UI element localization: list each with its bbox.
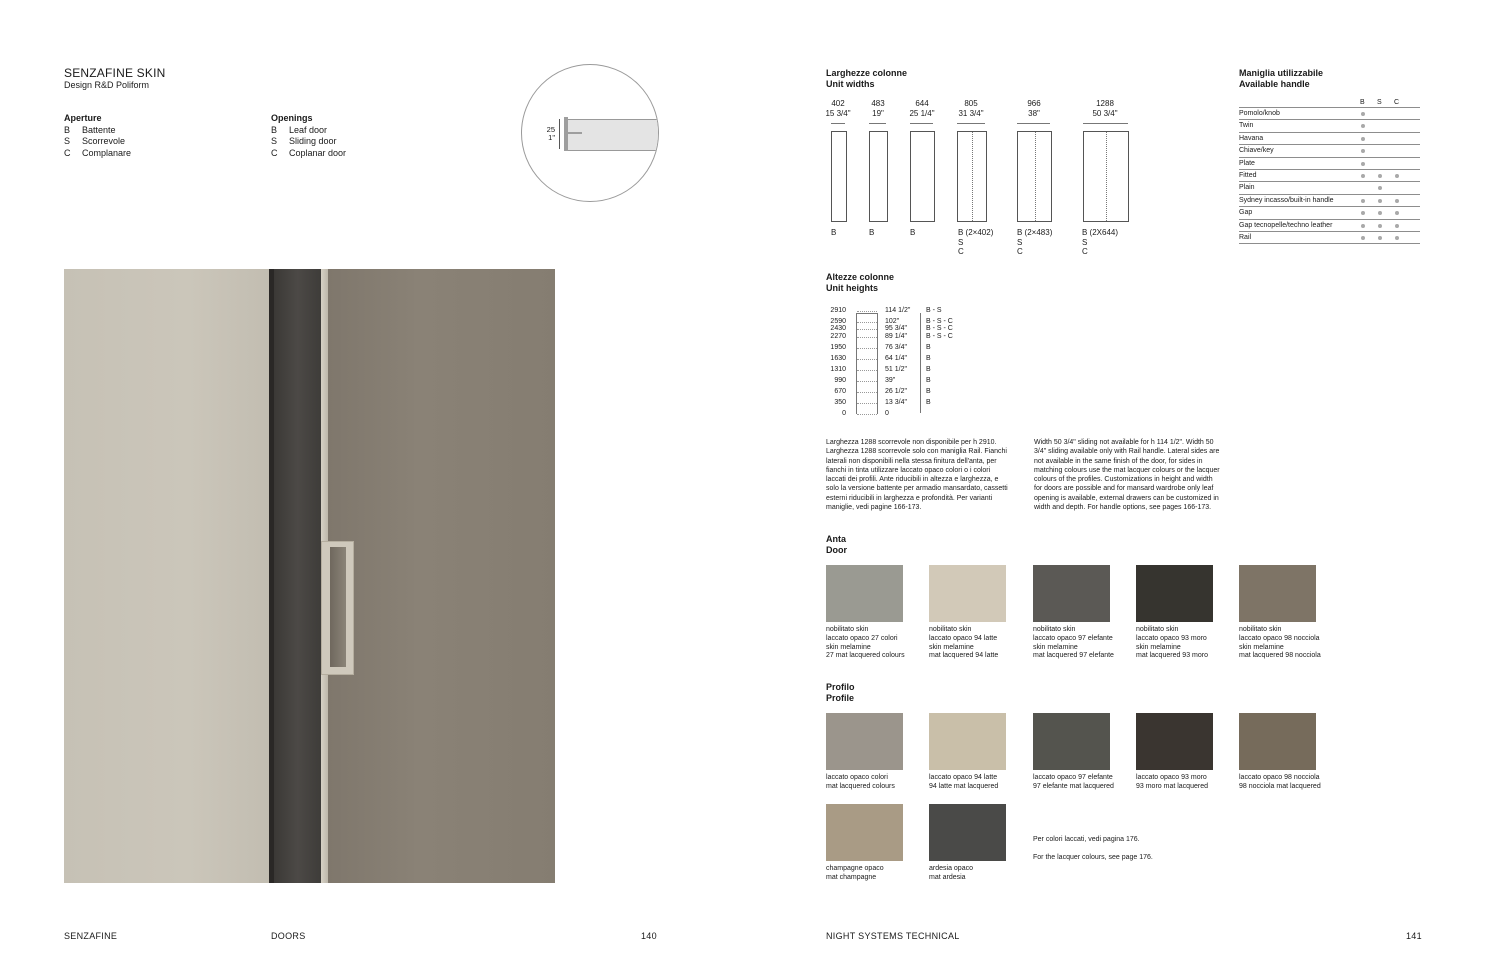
height-guide-line (857, 392, 877, 393)
finish-swatch (826, 565, 903, 622)
finish-caption-line: laccato opaco 94 latte (929, 634, 998, 642)
availability-dot-icon (1378, 224, 1382, 228)
availability-dot-icon (1361, 112, 1365, 116)
finish-caption-line: nobilitato skin (929, 626, 972, 633)
availability-dot-icon (1361, 199, 1365, 203)
height-mm: 990 (834, 377, 846, 384)
height-guide-line (857, 403, 877, 404)
finish-caption-line: nobilitato skin (1033, 626, 1076, 633)
availability-dot-icon (1361, 236, 1365, 240)
width-opening-code: S (1017, 237, 1023, 247)
width-opening-code: B (831, 228, 837, 237)
availability-dot-icon (1361, 224, 1365, 228)
handle-name: Plate (1239, 159, 1255, 167)
lacquer-note-it: Per colori laccati, vedi pagina 176. (1033, 836, 1140, 843)
height-openings: B (926, 355, 931, 362)
availability-dot-icon (1378, 199, 1382, 203)
height-mm: 1310 (830, 366, 846, 373)
handles-col-header: B (1360, 99, 1365, 106)
width-indicator (957, 123, 985, 124)
finish-caption-line: 93 moro mat lacquered (1136, 782, 1208, 790)
height-in: 95 3/4" (885, 325, 907, 332)
finish-caption-line: mat lacquered 94 latte (929, 652, 999, 660)
finish-caption-line: 27 mat lacquered colours (826, 652, 905, 660)
finish-swatch (1033, 565, 1110, 622)
finish-caption-line: laccato opaco colori (826, 774, 888, 781)
height-in: 26 1/2" (885, 388, 907, 395)
width-in: 25 1/4" (909, 108, 935, 118)
width-in: 50 3/4" (1092, 108, 1118, 118)
opening-code: B (64, 124, 71, 135)
width-in: 38" (1028, 108, 1040, 118)
product-title: SENZAFINE SKIN (64, 66, 166, 80)
handle-name: Havana (1239, 134, 1264, 142)
finish-caption (1033, 774, 1133, 792)
finish-caption (929, 774, 1029, 792)
opening-label: Leaf door (289, 124, 328, 135)
finish-caption-line: ardesia opaco (929, 865, 973, 872)
availability-dot-icon (1395, 224, 1399, 228)
openings-it-item (64, 125, 131, 137)
finish-caption (929, 865, 1029, 883)
opening-code: S (271, 136, 278, 146)
handles-table-header (1239, 97, 1420, 108)
handle-row (1239, 182, 1420, 194)
door-finishes-heading-it: Anta (826, 534, 846, 544)
height-guide-line (857, 414, 877, 415)
width-mm: 966 (1027, 99, 1041, 108)
availability-dot-icon (1361, 149, 1365, 153)
width-dimension (1088, 99, 1122, 118)
finish-swatch (929, 713, 1006, 770)
dimension-line (559, 119, 560, 149)
finish-caption-line: laccato opaco 98 nocciola (1239, 774, 1320, 781)
finish-caption-line: laccato opaco 98 nocciola (1239, 634, 1320, 642)
availability-dot-icon (1378, 186, 1382, 190)
finish-caption-line: champagne opaco (826, 865, 884, 872)
height-openings-bracket (920, 313, 921, 413)
finish-caption-line: 94 latte mat lacquered (929, 782, 999, 790)
height-in: 13 3/4" (885, 399, 907, 406)
opening-label: Coplanar door (289, 147, 347, 158)
height-openings: B (926, 388, 931, 395)
heights-heading-en: Unit heights (826, 283, 878, 293)
availability-dot-icon (1378, 174, 1382, 178)
height-openings: B - S - C (926, 318, 953, 325)
height-in: 114 1/2" (885, 307, 911, 314)
width-opening-code: C (1017, 247, 1023, 256)
lacquer-note-en: For the lacquer colours, see page 176. (1033, 854, 1153, 861)
handle-row (1239, 108, 1420, 120)
finish-caption (826, 865, 926, 883)
height-openings: B (926, 344, 931, 351)
width-mm: 1288 (1096, 99, 1114, 108)
height-in: 102" (885, 318, 900, 325)
finish-swatch (1239, 713, 1316, 770)
height-in: 0 (885, 410, 889, 417)
unit-width-box (831, 131, 847, 222)
handle-row (1239, 133, 1420, 145)
height-guide-line (857, 329, 877, 330)
finish-caption-line: mat lacquered 97 elefante (1033, 652, 1114, 660)
openings-it-item (64, 148, 131, 160)
width-opening-code: B (2X644) (1082, 228, 1119, 237)
openings-en-item (271, 148, 346, 160)
door-panel-right (328, 269, 555, 883)
width-openings (831, 228, 836, 238)
handles-table-body (1239, 108, 1420, 244)
handles-col-header: C (1394, 99, 1400, 106)
handle-name: Twin (1239, 122, 1254, 130)
handles-heading (1239, 68, 1323, 90)
finish-caption-line: mat lacquered 93 moro (1136, 652, 1208, 660)
width-dimension (907, 99, 937, 118)
height-in: 64 1/4" (885, 355, 907, 362)
footer-left-label: SENZAFINE (64, 931, 118, 941)
footer-right-label: NIGHT SYSTEMS TECHNICAL (826, 931, 960, 941)
handles-heading-it: Maniglia utilizzabile (1239, 68, 1324, 78)
finish-caption-line: 98 nocciola mat lacquered (1239, 782, 1321, 790)
opening-label: Sliding door (289, 136, 337, 146)
width-mm: 644 (915, 99, 929, 108)
height-openings: B - S - C (926, 325, 953, 332)
width-dimension (1019, 99, 1049, 118)
opening-label: Battente (82, 124, 116, 135)
finish-caption (826, 774, 926, 792)
width-opening-code: B (869, 228, 875, 237)
handle-name: Sydney incasso/built-in handle (1239, 196, 1334, 204)
finish-caption-line: mat ardesia (929, 873, 966, 881)
width-indicator (1017, 123, 1050, 124)
handle-row (1239, 158, 1420, 170)
finish-caption-line: nobilitato skin (826, 626, 869, 633)
openings-it-item (64, 136, 131, 148)
page-number-right: 141 (1406, 931, 1422, 941)
product-designer: Design R&D Poliform (64, 80, 150, 90)
height-in: 39" (885, 377, 896, 384)
height-mm: 2430 (830, 325, 846, 332)
availability-dot-icon (1361, 137, 1365, 141)
unit-width-box (1083, 131, 1129, 222)
dimension-label (540, 126, 555, 142)
finish-swatch (826, 804, 903, 861)
handle-name: Rail (1239, 233, 1252, 241)
unit-split-line (1035, 132, 1036, 221)
width-opening-code: C (1082, 247, 1088, 256)
opening-label: Scorrevole (82, 136, 126, 146)
handle-row (1239, 232, 1420, 244)
finish-caption-line: laccato opaco 94 latte (929, 774, 998, 781)
height-mm: 2910 (830, 307, 846, 314)
handle-name: Chiave/key (1239, 147, 1274, 155)
handle-name: Gap (1239, 209, 1253, 217)
page-number-left: 140 (641, 931, 657, 941)
handle-name: Fitted (1239, 171, 1257, 179)
openings-en-list (271, 113, 346, 159)
handle-name: Pomolo/knob (1239, 110, 1280, 117)
handles-col-header: S (1377, 99, 1382, 106)
door-panel-section (565, 119, 658, 151)
openings-it-list (64, 113, 131, 159)
availability-dot-icon (1361, 211, 1365, 215)
profile-finishes-heading-it: Profilo (826, 682, 855, 692)
height-in: 89 1/4" (885, 333, 907, 340)
handle-row (1239, 195, 1420, 207)
availability-dot-icon (1395, 174, 1399, 178)
height-guide-line (857, 359, 877, 360)
openings-it-heading: Aperture (64, 113, 102, 123)
finish-caption (1033, 626, 1133, 661)
unit-width-box (1017, 131, 1052, 222)
availability-dot-icon (1361, 174, 1365, 178)
finish-caption (929, 626, 1029, 661)
height-openings: B (926, 366, 931, 373)
height-guide-line (857, 348, 877, 349)
recessed-handle-icon (330, 547, 346, 667)
profile-section (564, 117, 568, 151)
finish-caption-line: skin melamine (1239, 643, 1284, 651)
availability-dot-icon (1378, 236, 1382, 240)
finish-caption-line: skin melamine (1136, 643, 1181, 651)
heights-heading (826, 272, 894, 294)
width-openings (1017, 228, 1052, 257)
openings-en-item (271, 125, 346, 137)
height-openings: B - S (926, 307, 942, 314)
finish-caption (1136, 774, 1236, 792)
width-openings (869, 228, 874, 238)
finish-caption-line: nobilitato skin (1136, 626, 1179, 633)
handle-name: Plain (1239, 184, 1255, 192)
handles-table (1239, 97, 1420, 244)
width-dimension (953, 99, 989, 118)
availability-dot-icon (1395, 236, 1399, 240)
openings-en-heading: Openings (271, 113, 313, 123)
width-dimension (823, 99, 853, 118)
handle-row (1239, 145, 1420, 157)
profile-fin (568, 132, 582, 134)
finish-swatch (1136, 713, 1213, 770)
availability-dot-icon (1378, 211, 1382, 215)
height-mm: 350 (834, 399, 846, 406)
finish-caption (1239, 626, 1339, 661)
finish-caption-line: mat lacquered 98 nocciola (1239, 652, 1321, 660)
opening-label: Complanare (82, 147, 132, 158)
finish-caption-line: skin melamine (826, 643, 871, 651)
heights-heading-it: Altezze colonne (826, 272, 895, 282)
height-in: 76 3/4" (885, 344, 907, 351)
width-openings (1082, 228, 1118, 257)
unit-split-line (1106, 132, 1107, 221)
finish-swatch (929, 804, 1006, 861)
finish-swatch (1239, 565, 1316, 622)
unit-split-line (972, 132, 973, 221)
height-mm: 1950 (830, 344, 846, 351)
finish-caption-line: laccato opaco 27 colori (826, 634, 898, 642)
opening-code: C (271, 147, 278, 158)
dimension-mm: 25 (546, 125, 555, 134)
handle-row (1239, 220, 1420, 232)
height-mm: 670 (834, 388, 846, 395)
width-indicator (1083, 123, 1128, 124)
finish-caption-line: laccato opaco 93 moro (1136, 774, 1207, 781)
width-opening-code: B (2×483) (1017, 228, 1053, 237)
widths-heading (826, 68, 907, 90)
width-in: 19" (872, 108, 884, 118)
finish-caption (1239, 774, 1339, 792)
height-in: 51 1/2" (885, 366, 907, 373)
height-openings: B - S - C (926, 333, 953, 340)
handle-row (1239, 207, 1420, 219)
finish-caption-line: 97 elefante mat lacquered (1033, 782, 1114, 790)
finish-caption-line: mat lacquered colours (826, 782, 895, 790)
width-opening-code: B (910, 228, 916, 237)
height-guide-line (857, 337, 877, 338)
height-mm: 2270 (830, 333, 846, 340)
opening-code: C (64, 147, 71, 158)
notes-it: Larghezza 1288 scorrevole non disponibile per h 2910. Larghezza 1288 scorrevole solo con maniglia Rail. Fianchi laterali non disponibili nella stessa finitura dell'anta, per fianchi in tinta utilizzare laccato opaco colori o i colori laccati dei profili. Ante riducibili in altezza e larghezza, e solo la versione battente per armadio mansardato, cassetti esterni riducibili in larghezza e profondità. Per varianti maniglie, vedi pagine 166-173. (826, 439, 1008, 512)
width-opening-code: S (958, 237, 964, 247)
width-opening-code: S (1082, 237, 1088, 247)
unit-width-box (869, 131, 888, 222)
dimension-in: 1" (548, 133, 555, 142)
height-mm: 1630 (830, 355, 846, 362)
finish-caption-line: laccato opaco 97 elefante (1033, 774, 1113, 781)
door-panel-left (64, 269, 270, 883)
widths-heading-it: Larghezze colonne (826, 68, 908, 78)
door-finishes-heading-en: Door (826, 545, 847, 555)
width-indicator (910, 123, 933, 124)
height-openings: B (926, 377, 931, 384)
profile-finishes-heading (826, 682, 855, 704)
finish-caption-line: skin melamine (1033, 643, 1078, 651)
height-openings: B (926, 399, 931, 406)
availability-dot-icon (1395, 211, 1399, 215)
width-openings (958, 228, 993, 257)
finish-caption-line: skin melamine (929, 643, 974, 651)
width-mm: 402 (831, 99, 845, 108)
handle-row (1239, 120, 1420, 132)
unit-width-box (910, 131, 935, 222)
width-indicator (831, 123, 845, 124)
width-opening-code: C (958, 247, 964, 256)
door-finishes-heading (826, 534, 847, 556)
width-mm: 483 (871, 99, 885, 108)
handle-name: Gap tecnopelle/techno leather (1239, 221, 1333, 229)
openings-en-item (271, 136, 346, 148)
height-guide-line (857, 322, 877, 323)
width-in: 31 3/4" (958, 108, 984, 118)
finish-swatch (826, 713, 903, 770)
width-in: 15 3/4" (825, 108, 851, 118)
height-mm: 2590 (830, 318, 846, 325)
width-openings (910, 228, 915, 238)
opening-code: S (64, 136, 71, 146)
width-mm: 805 (964, 99, 978, 108)
finish-swatch (929, 565, 1006, 622)
width-indicator (869, 123, 886, 124)
finish-caption-line: mat champagne (826, 873, 877, 881)
width-dimension (863, 99, 893, 118)
handle-row (1239, 170, 1420, 182)
notes-en: Width 50 3/4" sliding not available for h 114 1/2". Width 50 3/4" sliding available only with Rail handle. Lateral sides are not available in the same finish of the door, for sides in matching colours use the mat lacquer colours or the lacquer colours of the profiles. Customizations in height and width for doors are possible and for mansard wardrobe only leaf opening is available, external drawers can be customized in width and depth. For handle options, see pages 166-173. (1034, 439, 1220, 512)
finish-caption-line: laccato opaco 93 moro (1136, 634, 1207, 642)
finish-caption (1136, 626, 1236, 661)
height-guide-line (857, 311, 877, 312)
height-guide-line (857, 381, 877, 382)
width-opening-code: B (2×402) (958, 228, 994, 237)
opening-code: B (271, 124, 278, 135)
door-photo (64, 269, 555, 883)
finish-swatch (1136, 565, 1213, 622)
availability-dot-icon (1395, 199, 1399, 203)
profile-section-detail (521, 64, 659, 202)
handles-heading-en: Available handle (1239, 79, 1310, 89)
availability-dot-icon (1361, 124, 1365, 128)
finish-caption (826, 626, 926, 661)
widths-heading-en: Unit widths (826, 79, 875, 89)
finish-swatch (1033, 713, 1110, 770)
height-guide-line (857, 370, 877, 371)
finish-caption-line: laccato opaco 97 elefante (1033, 634, 1113, 642)
finish-caption-line: nobilitato skin (1239, 626, 1282, 633)
profile-strip (274, 269, 321, 883)
profile-finishes-heading-en: Profile (826, 693, 855, 703)
unit-width-box (957, 131, 987, 222)
footer-center-label: DOORS (271, 931, 306, 941)
availability-dot-icon (1361, 162, 1365, 166)
height-mm: 0 (842, 410, 846, 417)
